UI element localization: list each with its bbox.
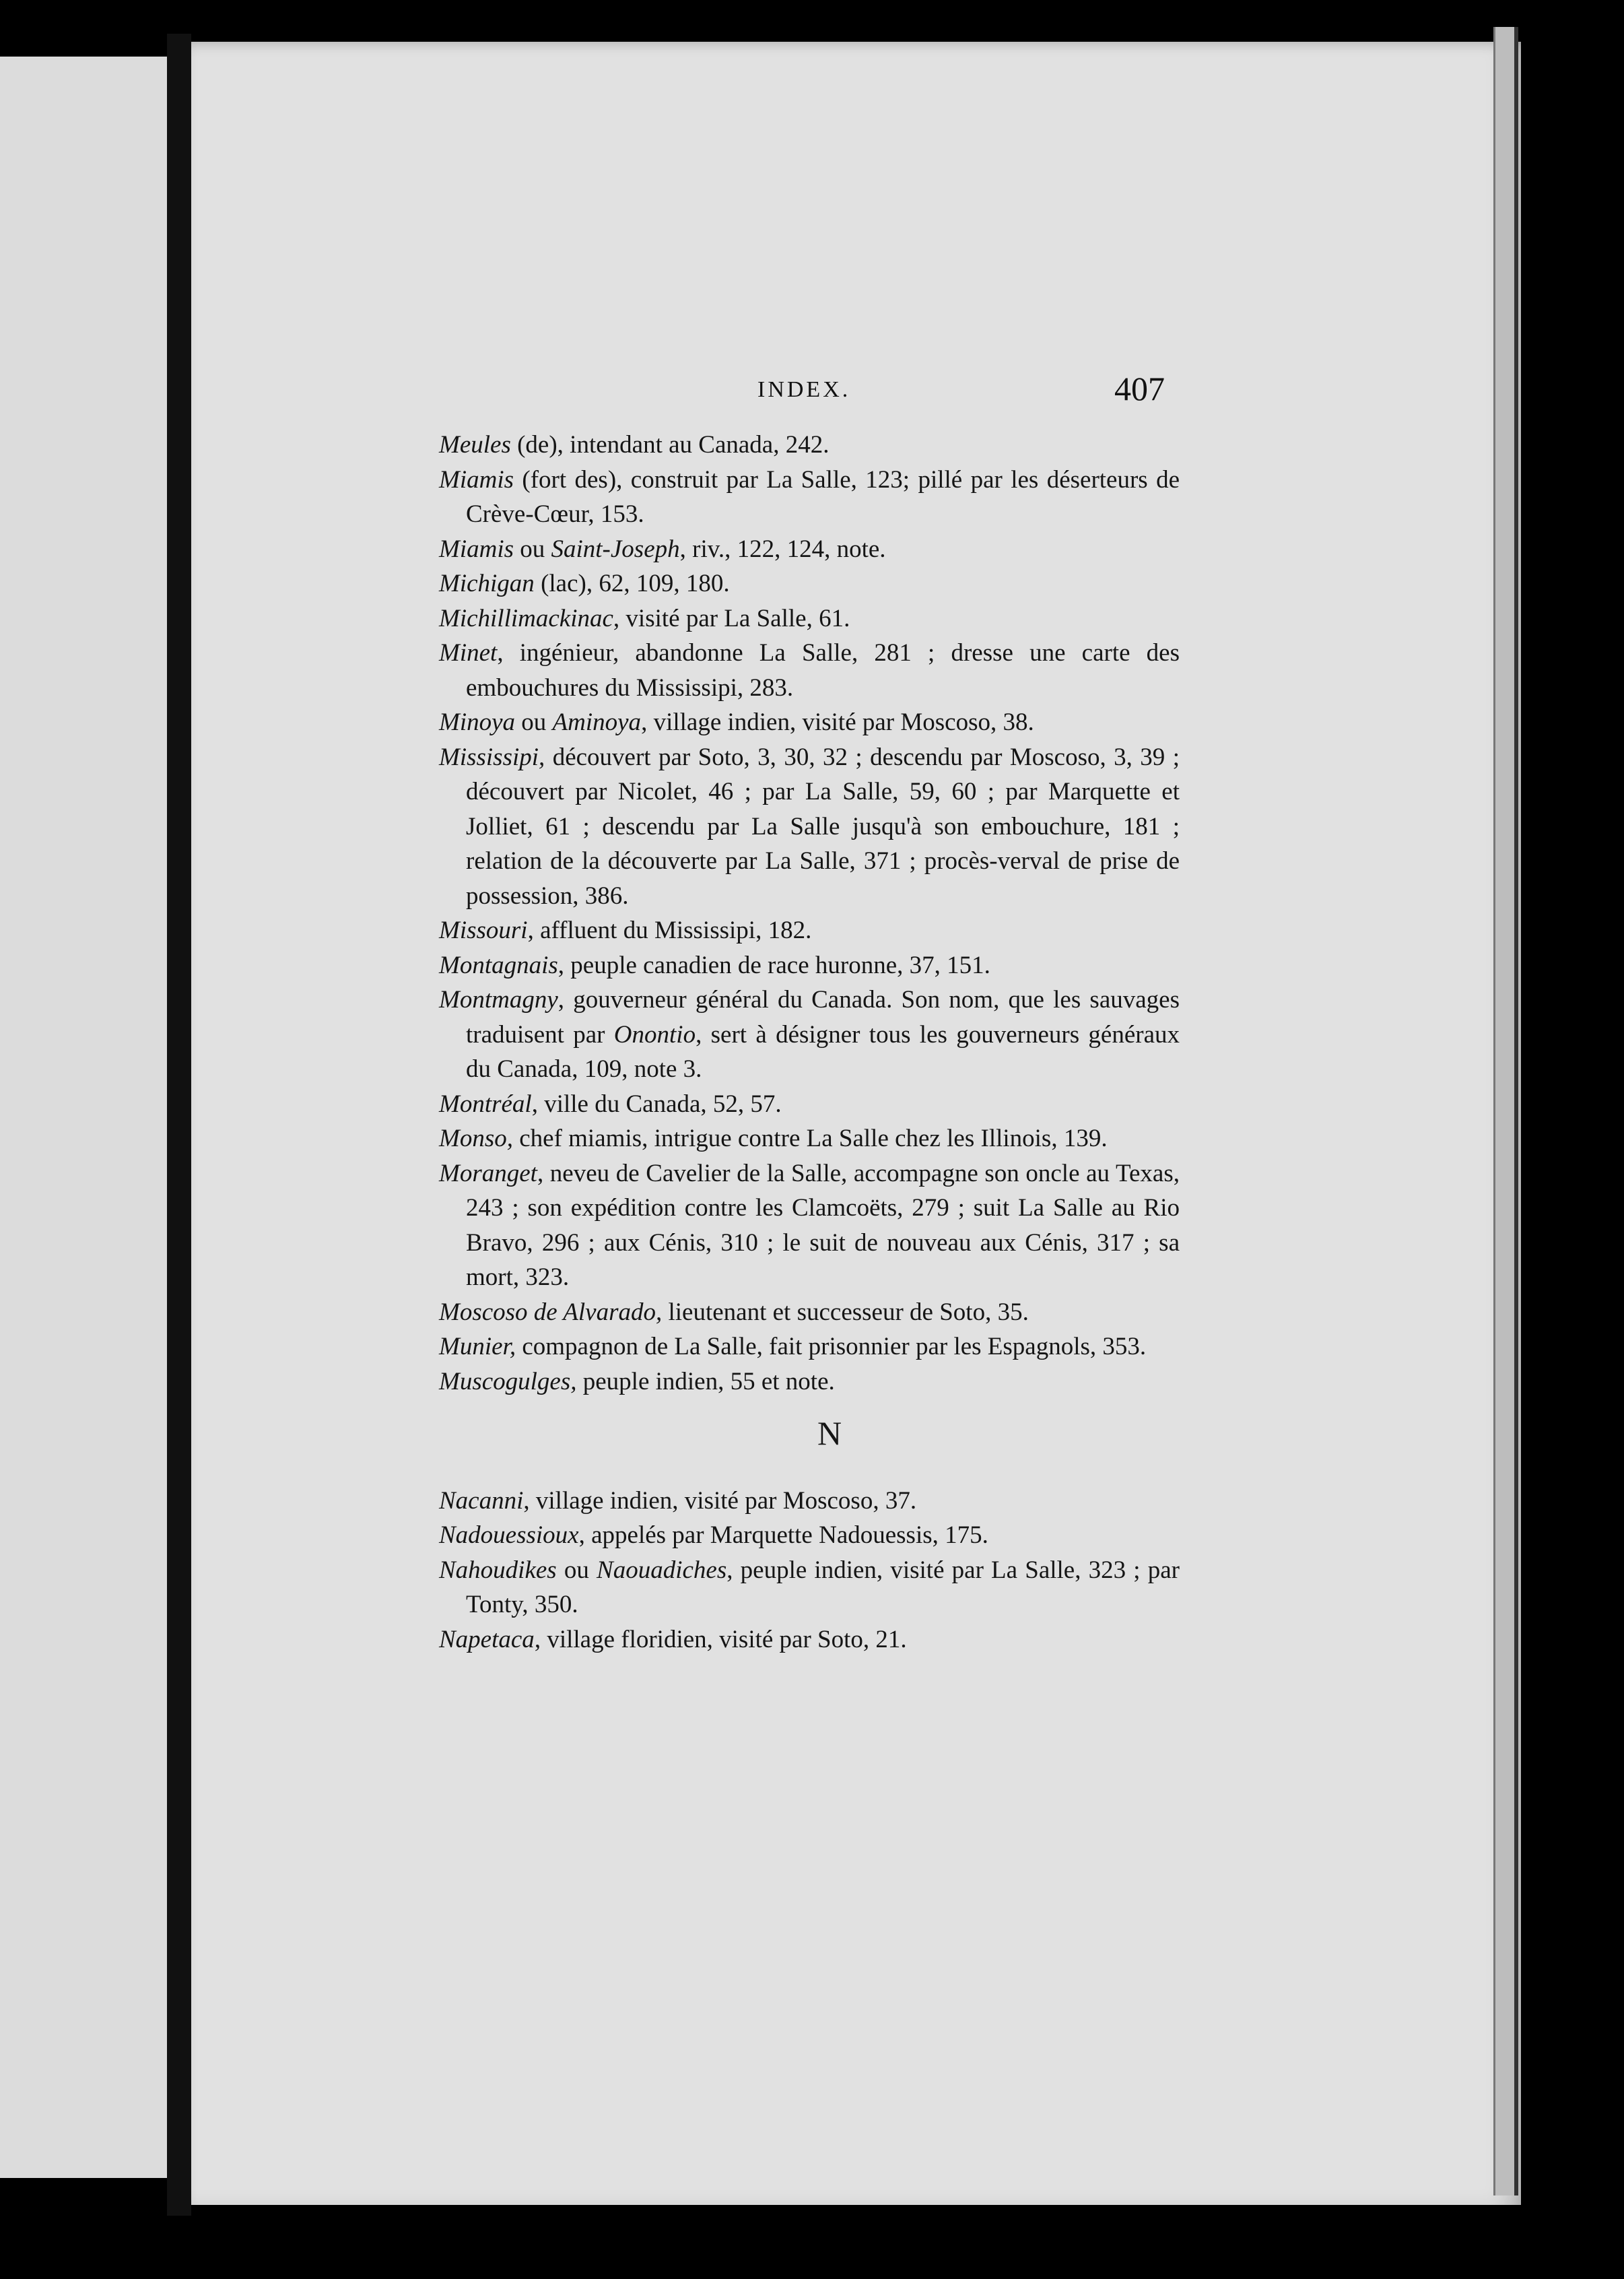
section-letter: N bbox=[817, 1414, 842, 1452]
index-term: Michigan bbox=[439, 570, 535, 597]
index-entry bbox=[439, 913, 1180, 948]
index-text: ou bbox=[556, 1556, 597, 1584]
index-text: , ville du Canada, 52, 57. bbox=[531, 1090, 782, 1118]
index-term: Mississipi, bbox=[439, 743, 545, 771]
index-text: (de), intendant au Canada, 242. bbox=[510, 431, 830, 459]
index-text: , peuple canadien de race huronne, 37, 151. bbox=[557, 951, 990, 979]
index-entry bbox=[439, 1518, 1180, 1553]
index-term: Munier, bbox=[439, 1333, 516, 1360]
index-section-m bbox=[439, 428, 1180, 1399]
index-text: , village indien, visité par Moscoso, 38. bbox=[641, 708, 1034, 736]
index-term: Nacanni bbox=[439, 1486, 524, 1515]
index-text: (fort des), construit par La Salle, 123; pillé par les déserteurs de Crève-Cœur, 153. bbox=[466, 465, 1180, 528]
index-term: Miamis bbox=[439, 535, 514, 563]
index-entry bbox=[439, 1087, 1180, 1122]
index-text: , peuple indien, visité par La Salle, 323 ; par Tonty, 350. bbox=[466, 1556, 1180, 1618]
index-term: Napetaca bbox=[439, 1625, 535, 1653]
index-entry bbox=[439, 428, 1180, 463]
index-text: , riv., 122, 124, note. bbox=[679, 535, 886, 563]
index-entry bbox=[439, 601, 1180, 636]
index-text: ou bbox=[515, 708, 553, 736]
index-text: peuple indien, 55 et note. bbox=[576, 1367, 835, 1395]
index-term: Saint-Joseph bbox=[551, 535, 680, 563]
index-term: Monso, bbox=[439, 1125, 513, 1152]
index-term: Muscogulges, bbox=[439, 1367, 577, 1395]
index-term: Montréal bbox=[439, 1090, 532, 1118]
index-term: Miamis bbox=[439, 465, 514, 494]
index-column bbox=[439, 428, 1180, 1657]
index-entry bbox=[439, 1364, 1180, 1399]
index-text: , ingénieur, abandonne La Salle, 281 ; dresse une carte des embouchures du Mississipi, 283. bbox=[466, 639, 1180, 702]
page-fore-edge bbox=[1493, 27, 1518, 2195]
index-term: Montmagny bbox=[439, 986, 558, 1014]
index-term: Moscoso de Alvarado, bbox=[439, 1298, 663, 1326]
index-text: , gouverneur général du Canada. Son nom, que les sauvages traduisent par bbox=[466, 986, 1180, 1049]
index-text: , village floridien, visité par Soto, 21. bbox=[534, 1625, 907, 1653]
index-entry bbox=[439, 1156, 1180, 1295]
index-entry bbox=[439, 1329, 1180, 1364]
index-text: (lac), 62, 109, 180. bbox=[534, 570, 730, 597]
index-term: Moranget bbox=[439, 1159, 537, 1187]
index-text: , village indien, visité par Moscoso, 37. bbox=[523, 1486, 917, 1515]
index-text: ou bbox=[514, 535, 551, 563]
index-entry bbox=[439, 1622, 1180, 1657]
index-term: Minet bbox=[439, 639, 498, 667]
index-term: Naouadiches bbox=[597, 1556, 727, 1584]
page-number: 407 bbox=[1114, 370, 1165, 407]
index-term: Onontio bbox=[613, 1020, 696, 1049]
index-term: Nahoudikes bbox=[439, 1556, 557, 1584]
facing-page-edge bbox=[0, 57, 167, 2178]
index-entry bbox=[439, 636, 1180, 705]
index-term: Nadouessioux bbox=[439, 1521, 579, 1549]
index-entry bbox=[439, 1553, 1180, 1622]
index-text: compagnon de La Salle, fait prisonnier par les Espagnols, 353. bbox=[516, 1333, 1147, 1360]
index-entry bbox=[439, 740, 1180, 914]
index-entry bbox=[439, 983, 1180, 1087]
index-entry bbox=[439, 1295, 1180, 1330]
index-text: lieutenant et successeur de Soto, 35. bbox=[662, 1298, 1029, 1326]
index-term: Meules bbox=[439, 431, 511, 459]
index-entry bbox=[439, 948, 1180, 983]
index-text: , visité par La Salle, 61. bbox=[613, 604, 850, 632]
index-term: Missouri bbox=[439, 917, 528, 944]
index-entry bbox=[439, 705, 1180, 740]
index-entry bbox=[439, 566, 1180, 601]
index-text: , sert à désigner tous les gouverneurs généraux du Canada, 109, note 3. bbox=[466, 1020, 1180, 1083]
index-text: découvert par Soto, 3, 30, 32 ; descendu par Moscoso, 3, 39 ; découvert par Nicolet, 46 ; par La Salle, 59, 60 ; par Marquette et Jolliet, 61 ; descendu par La Salle jusqu'à son embouchure, 181 ; relation de la découverte par La Salle, 371 ; procès-verval de prise de possession, 386. bbox=[466, 743, 1180, 910]
book-gutter bbox=[167, 34, 191, 2216]
index-section-n bbox=[439, 1484, 1180, 1657]
index-term: Michillimackinac bbox=[439, 604, 613, 632]
index-term: Montagnais bbox=[439, 951, 558, 979]
running-head: INDEX. bbox=[757, 377, 851, 402]
index-entry bbox=[439, 1484, 1180, 1519]
index-term: Aminoya bbox=[552, 708, 642, 736]
index-text: , affluent du Mississipi, 182. bbox=[527, 917, 812, 944]
index-entry bbox=[439, 1121, 1180, 1156]
index-text: , neveu de Cavelier de la Salle, accompagne son oncle au Texas, 243 ; son expédition contre les Clamcoëts, 279 ; suit La Salle au Rio Bravo, 296 ; aux Cénis, 310 ; le suit de nouveau aux Cénis, 317 ; sa mort, 323. bbox=[466, 1159, 1180, 1291]
index-entry bbox=[439, 532, 1180, 567]
index-text: , appelés par Marquette Nadouessis, 175. bbox=[578, 1521, 988, 1549]
index-text: chef miamis, intrigue contre La Salle chez les Illinois, 139. bbox=[512, 1125, 1108, 1152]
index-entry bbox=[439, 463, 1180, 532]
index-term: Minoya bbox=[439, 708, 516, 736]
